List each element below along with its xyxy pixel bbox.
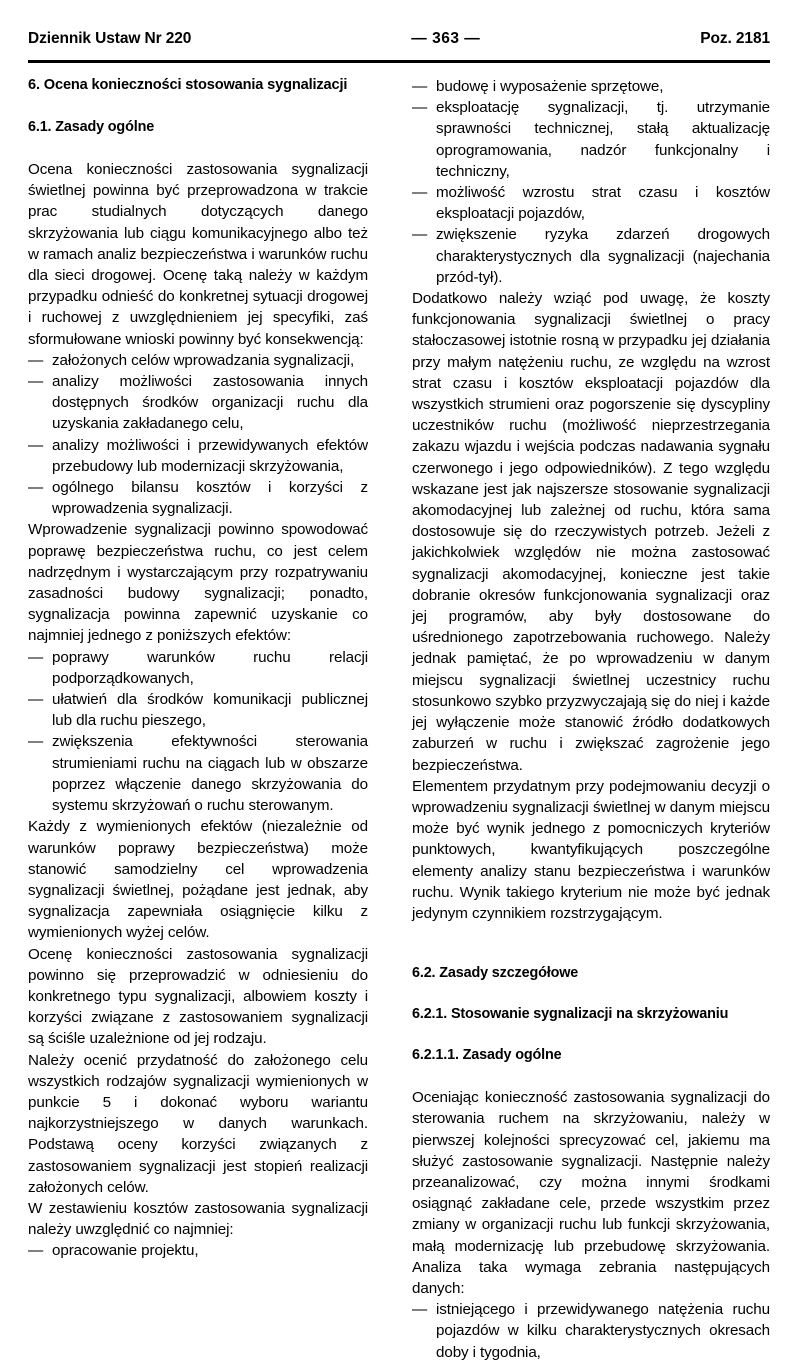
column-left: [28, 76, 368, 1262]
dash-list-costs: [28, 1240, 368, 1261]
paragraph: Wprowadzenie sygnalizacji powinno spowodować poprawę bezpieczeństwa ruchu, co jest celem nadrzędnym i wystarczającym przy rozpatrywaniu zasadności budowy sygnalizacji; ponadto, sygnalizacja powinna zapewnić uzyskanie co najmniej jednego z poniższych efektów:: [28, 521, 368, 645]
list-item: — budowę i wyposażenie sprzętowe,: [412, 76, 770, 97]
list-item: — poprawy warunków ruchu relacji podporządkowanych,: [28, 647, 368, 689]
column-right: [412, 76, 770, 1363]
list-item: — eksploatację sygnalizacji, tj. utrzymanie sprawności technicznej, stałą aktualizację oprogramowania, nadzór funkcjonalny i techniczny,: [412, 97, 770, 182]
list-item: — opracowanie projektu,: [28, 1240, 368, 1261]
spacer: [412, 1024, 770, 1046]
paragraph: W zestawieniu kosztów zastosowania sygnalizacji należy uwzględnić co najmniej:: [28, 1199, 368, 1239]
heading-section-6-1: 6.1. Zasady ogólne: [28, 119, 155, 135]
heading-section-6-2-1-1: 6.2.1.1. Zasady ogólne: [412, 1047, 562, 1064]
list-item: — zwiększenie ryzyka zdarzeń drogowych charakterystycznych dla sygnalizacji (najechania przód-tył).: [412, 224, 770, 288]
paragraph: Ocenę konieczności zastosowania sygnalizacji powinno się przeprowadzić w odniesieniu do konkretnego typu sygnalizacji, albowiem koszty i korzyści związane z zastosowaniem sygnalizacji są ściśle uzależnione od jej rodzaju.: [28, 945, 368, 1048]
list-item: — ułatwień dla środków komunikacji publicznej lub dla ruchu pieszego,: [28, 689, 368, 731]
paragraph: Dodatkowo należy wziąć pod uwagę, że koszty funkcjonowania sygnalizacji świetlnej o pracy stałoczasowej istotnie rosną w przypadku jej działania przy małym natężeniu ruchu, ze względu na wzrost strat czasu i kosztów eksploatacji pojazdów dla wszystkich strumieni oraz pogorszenie się dyscypliny uczestników ruchu (możliwość nieprzestrzegania zakazu wjazdu i wejścia podczas nadawania sygnału czerwonego i jego odpowiedników). Z tego względu wskazane jest jak najszersze stosowanie sygnalizacji akomodacyjnej lub zależnej od ruchu, która sama dostosowuje się do rzeczywistych potrzeb. Jeżeli z jakichkolwiek względów nie można zastosować sygnalizacji akomodacyjnej, konieczne jest takie dobranie okresów funkcjonowania sygnalizacji oraz jej programów, aby były dostosowane do uśrednionego zapotrzebowania ruchowego. Należy jednak pamiętać, że po wprowadzeniu w danym miejscu sygnalizacji świetlnej uczestnicy ruchu stosunkowo szybko przyzwyczajają się do niej i każde jej wyłączenie może stanowić źródło dodatkowych zaburzeń w ruchu i zwiększać zagrożenie jego bezpieczeństwa.: [412, 290, 770, 774]
page-number: — 363 —: [411, 30, 481, 47]
paragraph: Należy ocenić przydatność do założonego celu wszystkich rodzajów sygnalizacji wymienionych w punkcie 5 i dokonać wyboru wariantu najkorzystniejszego w danych warunkach. Podstawą oceny korzyści związanych z zastosowaniem sygnalizacji jest stopień realizacji założonych celów.: [28, 1051, 368, 1196]
spacer: [412, 1065, 770, 1087]
spacer: [412, 983, 770, 1005]
spacer: [412, 924, 770, 944]
running-head-publication: Dziennik Ustaw Nr 220: [28, 30, 192, 47]
dash-list-consequences: [28, 350, 368, 520]
spacer: [28, 137, 368, 159]
header-divider: [28, 60, 770, 63]
list-item: — analizy możliwości i przewidywanych efektów przebudowy lub modernizacji skrzyżowania,: [28, 435, 368, 477]
dash-list-data: [412, 1299, 770, 1363]
spacer: [28, 95, 368, 118]
running-head: [28, 30, 770, 56]
heading-section-6: 6. Ocena konieczności stosowania sygnalizacji: [28, 77, 348, 93]
heading-section-6-2-1: 6.2.1. Stosowanie sygnalizacji na skrzyżowaniu: [412, 1006, 729, 1023]
paragraph: Elementem przydatnym przy podejmowaniu decyzji o wprowadzeniu sygnalizacji świetlnej w danym miejscu może być wynik jednego z pomocniczych kryteriów punktowych, kwantyfikujących poszczególne elementy analizy stanu bezpieczeństwa i warunków ruchu. Wynik takiego kryterium nie może być jednak jedynym czynnikiem rozstrzygającym.: [412, 777, 770, 922]
paragraph: Oceniając konieczność zastosowania sygnalizacji do sterowania ruchem na skrzyżowaniu, należy w pierwszej kolejności sprecyzować cel, jakiemu ma służyć zastosowanie sygnalizacji. Następnie należy przeanalizować, czy można innymi środkami osiągnąć zakładane cele, przede wszystkim przez zmiany w organizacji ruchu lub funkcji skrzyżowania, małą modernizację lub przebudowę skrzyżowania. Analiza taka wymaga zebrania następujących danych:: [412, 1089, 770, 1297]
body-columns: [28, 76, 770, 1361]
paragraph: Ocena konieczności zastosowania sygnalizacji świetlnej powinna być przeprowadzona w trakcie prac studialnych dotyczących danego skrzyżowania lub ciągu komunikacyjnego albo też w ramach analiz bezpieczeństwa i warunków ruchu dla sieci drogowej. Ocenę taką należy w każdym przypadku odnieść do konkretnej sytuacji drogowej i ruchowej z uwzględnieniem jej specyfiki, zaś sformułowane wnioski powinny być konsekwencją:: [28, 161, 368, 348]
paragraph: Każdy z wymienionych efektów (niezależnie od warunków poprawy bezpieczeństwa) może stanowić samodzielny cel wprowadzenia sygnalizacji świetlnej, pożądane jest jednak, aby sygnalizacja zapewniała osiągnięcie kilku z wymienionych wyżej celów.: [28, 818, 368, 942]
list-item: — ogólnego bilansu kosztów i korzyści z wprowadzenia sygnalizacji.: [28, 477, 368, 519]
running-head-item-number: Poz. 2181: [700, 30, 770, 47]
spacer: [412, 944, 770, 964]
dash-list-effects: [28, 647, 368, 817]
list-item: — istniejącego i przewidywanego natężenia ruchu pojazdów w kilku charakterystycznych okresach doby i tygodnia,: [412, 1299, 770, 1363]
list-item: — założonych celów wprowadzania sygnalizacji,: [28, 350, 368, 371]
list-item: — zwiększenia efektywności sterowania strumieniami ruchu na ciągach lub w obszarze poprzez włączenie danego skrzyżowania do systemu skrzyżowań o ruchu sterowanym.: [28, 731, 368, 816]
list-item: — analizy możliwości zastosowania innych dostępnych środków organizacji ruchu dla uzyskania zakładanego celu,: [28, 371, 368, 435]
heading-section-6-2: 6.2. Zasady szczegółowe: [412, 965, 579, 982]
dash-list-costs-continued: [412, 76, 770, 288]
list-item: — możliwość wzrostu strat czasu i kosztów eksploatacji pojazdów,: [412, 182, 770, 224]
